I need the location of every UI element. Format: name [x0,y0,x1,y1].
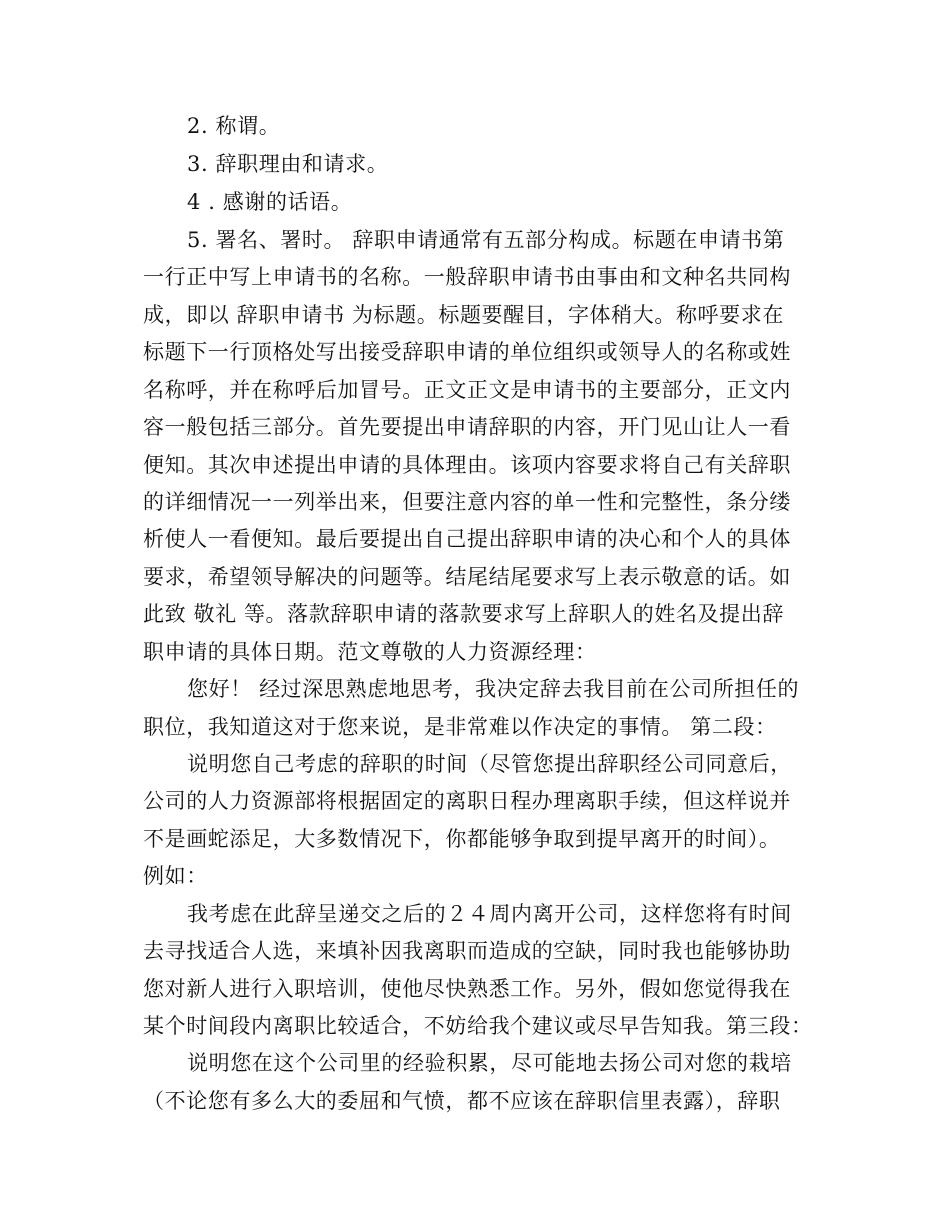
body-text-line: 便知。其次申述提出申请的具体理由。该项内容要求将自己有关辞职 [143,453,791,477]
body-text-line: 不是画蛇添足，大多数情况下，你都能够争取到提早离开的时间）。 [143,827,781,851]
body-text-line: 职申请的具体日期。范文尊敬的人力资源经理： [143,640,597,664]
body-text-line: 成，即以 辞职申请书 为标题。标题要醒目，字体稍大。称呼要求在 [143,303,784,327]
letter-paragraph-4: 说明您在这个公司里的经验积累，尽可能地去扬公司对您的栽培 [187,1051,792,1075]
body-text-line: 标题下一行顶格处写出接受辞职申请的单位组织或领导人的名称或姓 [143,340,791,364]
body-text-line: 公司的人力资源部将根据固定的离职日程办理离职手续，但这样说并 [143,789,791,813]
body-text-line: （不论您有多么大的委屈和气愤，都不应该在辞职信里表露），辞职 [143,1089,781,1113]
list-item-reason: 3. 辞职理由和请求。 [187,152,389,176]
body-text-line: 去寻找适合人选，来填补因我离职而造成的空缺，同时我也能够协助 [143,939,791,963]
body-text-line: 的详细情况一一列举出来，但要注意内容的单一性和完整性，条分缕 [143,490,791,514]
letter-paragraph-1: 您好！ 经过深思熟虑地思考，我决定辞去我目前在公司所担任的 [187,677,800,701]
list-item-thanks: 4 . 感谢的话语。 [187,190,353,214]
body-text-line: 此致 敬礼 等。落款辞职申请的落款要求写上辞职人的姓名及提出辞 [143,602,784,626]
body-text-line: 您对新人进行入职培训，使他尽快熟悉工作。另外，假如您觉得我在 [143,977,791,1001]
body-text-line: 一行正中写上申请书的名称。一般辞职申请书由事由和文种名共同构 [143,265,791,289]
body-text-line: 名称呼，并在称呼后加冒号。正文正文是申请书的主要部分，正文内 [143,378,791,402]
body-text-line: 容一般包括三部分。首先要提出申请辞职的内容，开门见山让人一看 [143,415,791,439]
body-text-line: 析使人一看便知。最后要提出自己提出辞职申请的决心和个人的具体 [143,527,791,551]
body-text-line: 职位，我知道这对于您来说，是非常难以作决定的事情。 第二段： [143,715,777,739]
body-text-line: 某个时间段内离职比较适合，不妨给我个建议或尽早告知我。第三段： [143,1014,813,1038]
list-item-signature: 5. 署名、署时。 辞职申请通常有五部分构成。标题在申请书第 [187,228,785,252]
letter-paragraph-3: 我考虑在此辞呈递交之后的２４周内离开公司，这样您将有时间 [187,902,792,926]
letter-paragraph-2: 说明您自己考虑的辞职的时间（尽管您提出辞职经公司同意后， [187,752,792,776]
body-text-line: 要求，希望领导解决的问题等。结尾结尾要求写上表示敬意的话。如 [143,565,791,589]
body-text-line: 例如： [143,864,208,888]
list-item-salutation: 2. 称谓。 [187,114,281,138]
